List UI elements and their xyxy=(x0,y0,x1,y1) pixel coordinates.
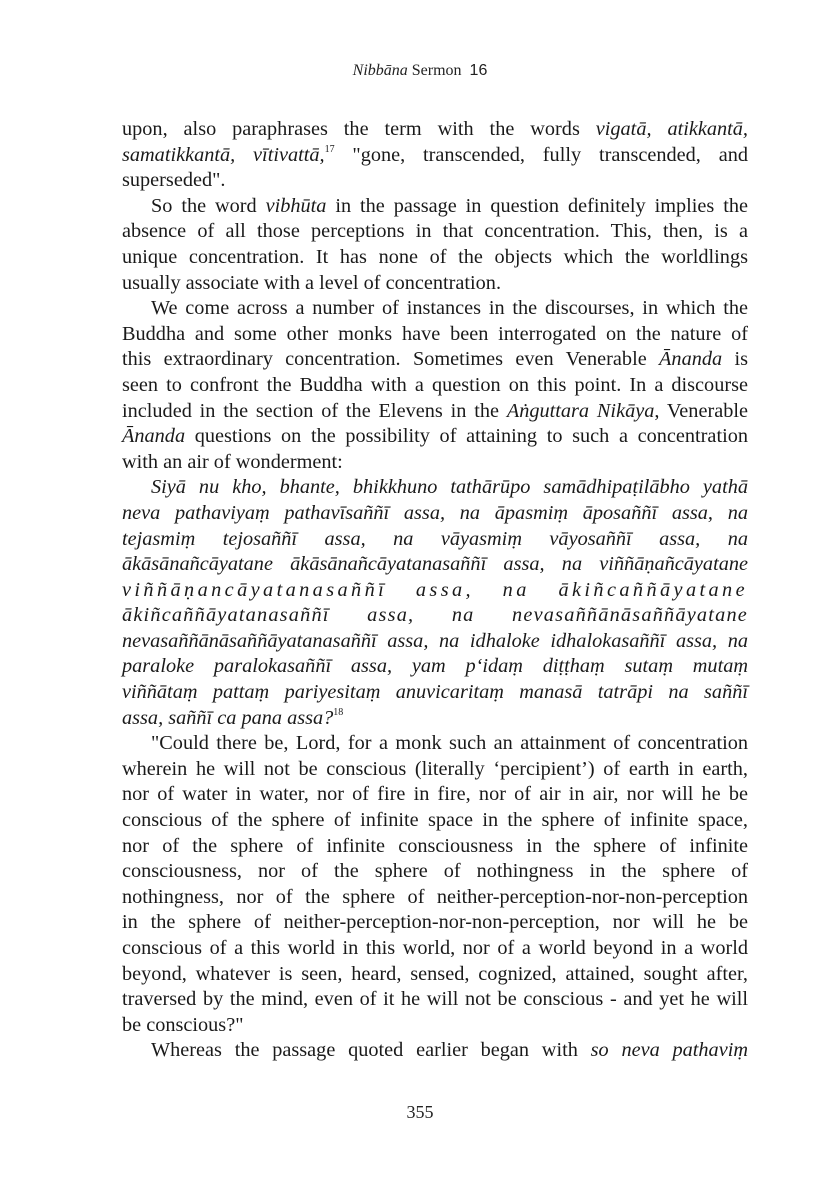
paragraph-5 xyxy=(122,1038,748,1064)
text: Whereas the passage quoted earlier began with xyxy=(151,1039,591,1062)
pali-term: samatikkantā, vītivattā, xyxy=(122,143,325,166)
text-line xyxy=(122,399,748,425)
pali-line: ākiñcaññāyatanasaññī assa, na nevasaññānāsaññāyatane xyxy=(122,604,748,627)
paragraph-3 xyxy=(122,296,748,475)
sermon-number: 16 xyxy=(469,62,488,79)
pali-title: Aṅguttara Nikāya xyxy=(506,399,655,422)
text-line xyxy=(122,1038,748,1064)
pali-line: tejasmiṃ tejosaññī assa, na vāyasmiṃ vāyosaññī assa, na xyxy=(122,527,748,550)
text: this extraordinary concentration. Sometimes even Venerable xyxy=(122,348,660,371)
footnote-ref-17[interactable]: 17 xyxy=(324,143,335,155)
running-head-title-italic: Nibbāna xyxy=(352,62,408,79)
text-line: nothingness, nor of the sphere of neither-perception-nor-non-perception xyxy=(122,885,748,908)
text-line: Buddha and some other monks have been interrogated on the nature of xyxy=(122,322,748,345)
text-line: nor of water in water, nor of fire in fire, nor of air in air, nor will he be xyxy=(122,783,748,806)
pali-line: nevasaññānāsaññāyatanasaññī assa, na idhaloke idhalokasaññī assa, na xyxy=(122,629,748,652)
text-line: with an air of wonderment: xyxy=(122,450,343,473)
text-line: traversed by the mind, even of it he will not be conscious - and yet he will xyxy=(122,988,748,1011)
pali-line: neva pathaviyaṃ pathavīsaññī assa, na āpasmiṃ āposaññī assa, na xyxy=(122,501,748,524)
pali-line: viññāṇancāyatanasaññī assa, na ākiñcaññāyatane xyxy=(122,578,748,601)
text: assa, saññī ca pana assa? xyxy=(122,706,334,729)
text: questions on the possibility of attaining to such a concentration xyxy=(185,425,748,448)
text: included in the section of the Elevens in the xyxy=(122,399,507,422)
text-line: seen to confront the Buddha with a question on this point. In a discourse xyxy=(122,373,748,396)
text: , Venerable xyxy=(654,399,748,422)
pali-name: Ānanda xyxy=(122,425,186,448)
text: is xyxy=(722,348,748,371)
running-head-title: Sermon xyxy=(411,62,462,79)
pali-term: so neva pathaviṃ xyxy=(590,1039,748,1062)
running-head xyxy=(0,62,840,80)
text-line: usually associate with a level of concentration. xyxy=(122,271,502,294)
body-text xyxy=(122,117,748,1064)
text-line: We come across a number of instances in the discourses, in which the xyxy=(151,297,748,320)
text-line xyxy=(122,424,748,450)
text-line: in the sphere of neither-perception-nor-non-perception, nor will he be xyxy=(122,911,748,934)
text-line: "Could there be, Lord, for a monk such an attainment of concentration xyxy=(151,732,748,755)
text-line xyxy=(122,117,748,143)
text-line xyxy=(122,347,748,373)
text-line: superseded". xyxy=(122,169,226,192)
text-line: be conscious?" xyxy=(122,1013,244,1036)
text-line: absence of all those perceptions in that concentration. This, then, is a xyxy=(122,220,748,243)
paragraph-2 xyxy=(122,194,748,296)
footnote-ref-18[interactable]: 18 xyxy=(333,706,344,718)
text-line: nor of the sphere of infinite consciousness in the sphere of infinite xyxy=(122,834,748,857)
pali-line: viññātaṃ pattaṃ pariyesitaṃ anuvicaritaṃ manasā tatrāpi na saññī xyxy=(122,681,748,704)
pali-line: Siyā nu kho, bhante, bhikkhuno tathārūpo samādhipaṭilābho yathā xyxy=(151,476,748,499)
translation-paragraph xyxy=(122,731,748,1038)
pali-term: vibhūta xyxy=(265,194,327,217)
pali-quotation xyxy=(122,475,748,731)
text-line: conscious of the sphere of infinite space in the sphere of infinite space, xyxy=(122,809,748,832)
pali-term: vigatā, atikkantā, xyxy=(595,118,748,140)
paragraph-1 xyxy=(122,117,748,194)
text-line: unique concentration. It has none of the objects which the worldlings xyxy=(122,245,748,268)
text: "gone, transcended, fully transcended, and xyxy=(334,143,748,166)
pali-line: ākāsānañcāyatane ākāsānañcāyatanasaññī assa, na viññāṇañcāyatane xyxy=(122,553,748,576)
text-line xyxy=(122,194,748,220)
pali-line: paraloke paralokasaññī assa, yam p‘idaṃ diṭṭhaṃ sutaṃ mutaṃ xyxy=(122,655,748,678)
text-line: consciousness, nor of the sphere of nothingness in the sphere of xyxy=(122,860,748,883)
text-line: beyond, whatever is seen, heard, sensed, cognized, attained, sought after, xyxy=(122,962,748,985)
text: So the word xyxy=(151,194,266,217)
page-number: 355 xyxy=(406,1102,434,1122)
text-line: wherein he will not be conscious (literally ‘percipient’) of earth in earth, xyxy=(122,757,748,780)
text: in the passage in question definitely implies the xyxy=(326,194,748,217)
text-line xyxy=(122,143,748,169)
text-line: conscious of a this world in this world, nor of a world beyond in a world xyxy=(122,937,748,959)
pali-name: Ānanda xyxy=(659,348,723,371)
text: upon, also paraphrases the term with the words xyxy=(122,118,596,140)
pali-line xyxy=(122,706,748,732)
